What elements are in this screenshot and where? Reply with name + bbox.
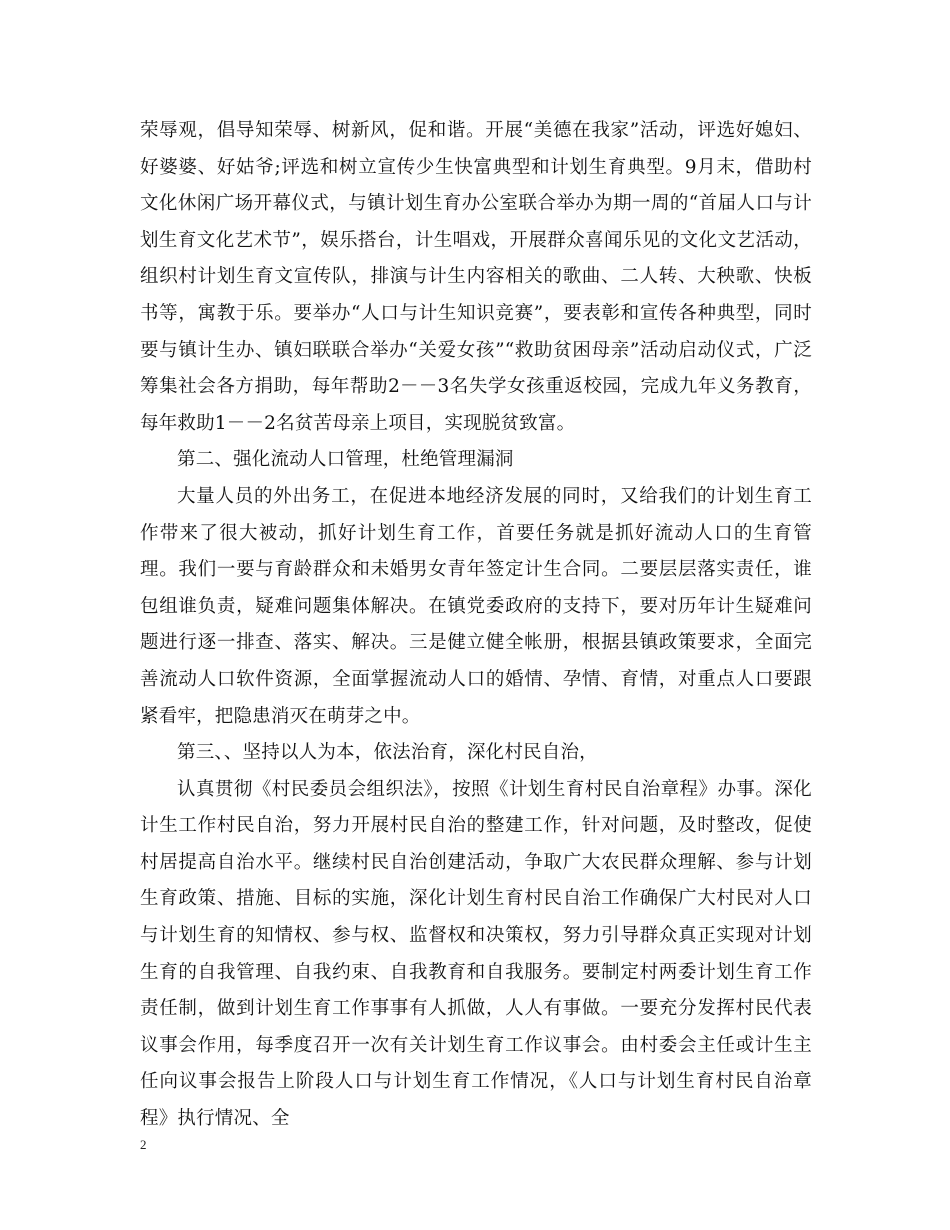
page-number: 2 (140, 1137, 147, 1152)
document-body (140, 113, 812, 1138)
heading-third-people-oriented: 第三、、坚持以人为本，依法治育，深化村民自治， (177, 742, 598, 764)
heading-second-floating-population: 第二、强化流动人口管理，杜绝管理漏洞 (177, 449, 514, 471)
paragraph-village-self-governance: 认真贯彻《村民委员会组织法》，按照《计划生育村民自治章程》办事。深化计生工作村民自治，努力开展村民自治的整建工作，针对问题，及时整改，促使村居提高自治水平。继续村民自治创建活动，争取广大农民群众理解、参与计划生育政策、措施、目标的实施，深化计划生育村民自治工作确保广大村民对人口与计划生育的知情权、参与权、监督权和决策权，努力引导群众真正实现对计划生育的自我管理、自我约束、自我教育和自我服务。要制定村两委计划生育工作责任制，做到计划生育工作事事有人抓做，人人有事做。一要充分发挥村民代表议事会作用，每季度召开一次有关计划生育工作议事会。由村委会主任或计生主任向议事会报告上阶段人口与计划生育工作情况，《人口与计划生育村民自治章程》执行情况、全 (140, 778, 812, 1130)
paragraph-floating-population-management: 大量人员的外出务工，在促进本地经济发展的同时，又给我们的计划生育工作带来了很大被动，抓好计划生育工作，首要任务就是抓好流动人口的生育管理。我们一要与育龄群众和未婚男女青年签定计生合同。二要层层落实责任，谁包组谁负责，疑难问题集体解决。在镇党委政府的支持下，要对历年计生疑难问题进行逐一排查、落实、解决。三是健立健全帐册，根据县镇政策要求，全面完善流动人口软件资源，全面掌握流动人口的婚情、孕情、育情，对重点人口要跟紧看牢，把隐患消灭在萌芽之中。 (140, 485, 812, 727)
paragraph-continued-honor-activities: 荣辱观，倡导知荣辱、树新风，促和谐。开展“美德在我家”活动，评选好媳妇、好婆婆、好姑爷;评选和树立宣传少生快富典型和计划生育典型。9月末，借助村文化休闲广场开幕仪式，与镇计划生育办公室联合举办为期一周的“首届人口与计划生育文化艺术节”，娱乐搭台，计生唱戏，开展群众喜闻乐见的文化文艺活动，组织村计划生育文宣传队，排演与计生内容相关的歌曲、二人转、大秧歌、快板书等，寓教于乐。要举办“人口与计生知识竞赛”，要表彰和宣传各种典型，同时要与镇计生办、镇妇联联合举办“关爱女孩”“救助贫困母亲”活动启动仪式，广泛筹集社会各方捐助，每年帮助2－－3名失学女孩重返校园，完成九年义务教育，每年救助1－－2名贫苦母亲上项目，实现脱贫致富。 (140, 120, 812, 434)
